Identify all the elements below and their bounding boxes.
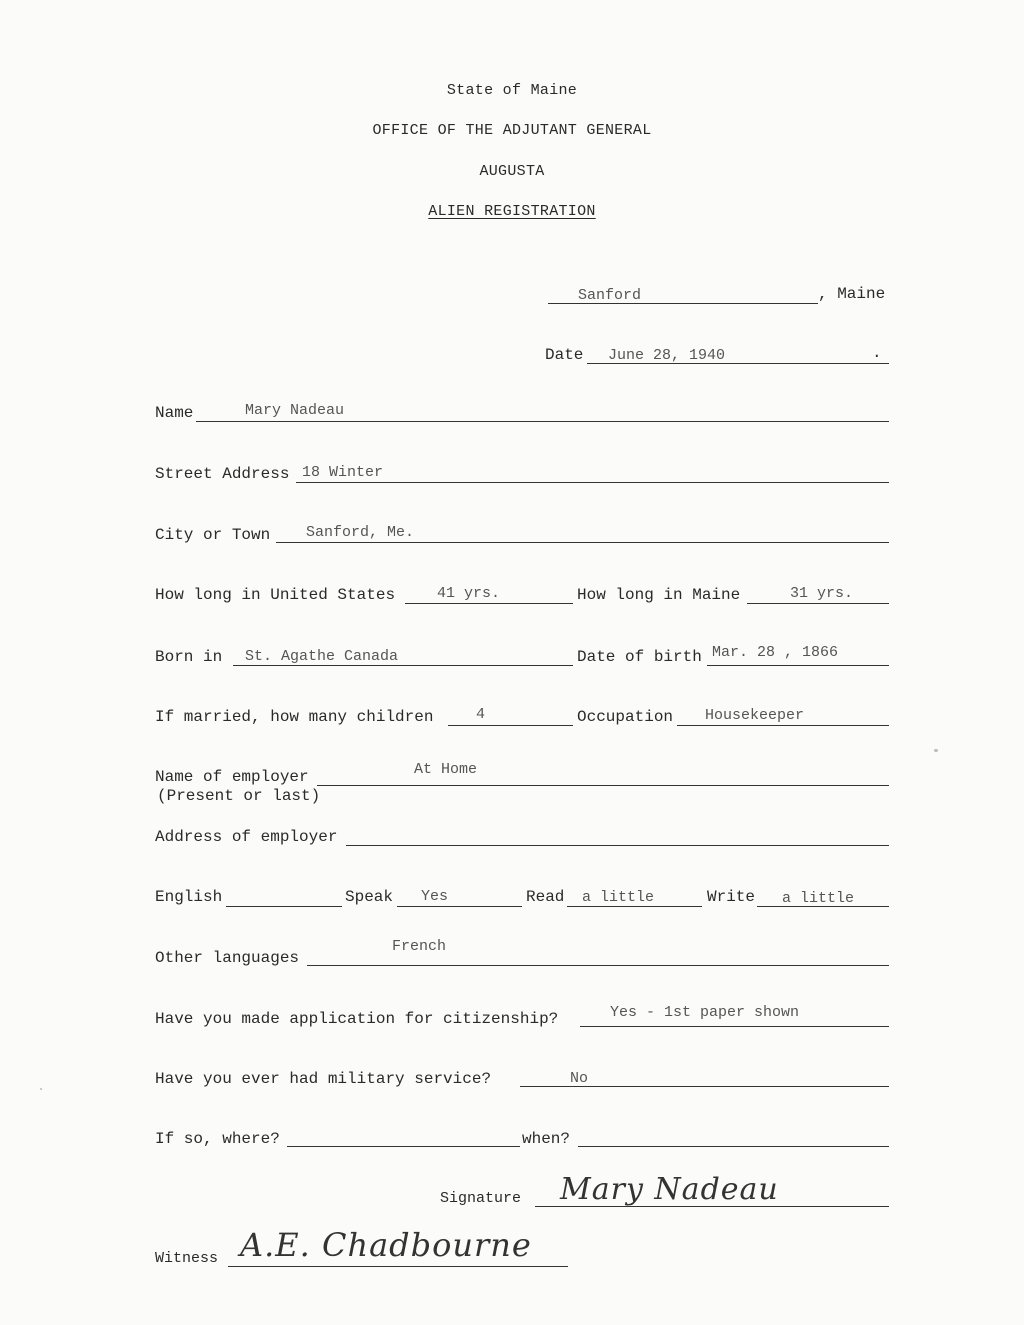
office-heading: OFFICE OF THE ADJUTANT GENERAL xyxy=(372,122,652,139)
military-when-line xyxy=(578,1146,889,1147)
military-label: Have you ever had military service? xyxy=(155,1070,492,1088)
speak-label: Speak xyxy=(345,888,394,906)
name-line xyxy=(196,421,889,422)
english-line xyxy=(226,906,342,907)
witness-signature: A.E. Chadbourne xyxy=(240,1226,532,1264)
us-residence-value: 41 yrs. xyxy=(437,585,501,602)
handwritten-signature: Mary Nadeau xyxy=(560,1172,779,1207)
employer-label: Name of employer xyxy=(155,768,309,786)
paper-speck xyxy=(934,749,938,752)
citizenship-label: Have you made application for citizenship? xyxy=(155,1010,559,1028)
paper-speck xyxy=(40,1088,42,1090)
speak-line xyxy=(397,906,522,907)
employer-address-label: Address of employer xyxy=(155,828,338,846)
other-languages-value: French xyxy=(392,938,447,955)
street-address-value: 18 Winter xyxy=(302,464,384,481)
birth-date-label: Date of birth xyxy=(577,648,702,666)
witness-label: Witness xyxy=(155,1250,219,1267)
city-town-value: Sanford, Me. xyxy=(306,524,415,541)
form-title: ALIEN REGISTRATION xyxy=(428,203,596,220)
children-value: 4 xyxy=(476,706,486,723)
date-label: Date xyxy=(545,346,584,364)
born-in-line xyxy=(233,665,573,666)
children-line xyxy=(448,725,573,726)
read-value: a little xyxy=(582,889,655,906)
us-residence-label: How long in United States xyxy=(155,586,396,604)
date-value: June 28, 1940 xyxy=(608,347,726,364)
state-heading: State of Maine xyxy=(446,82,578,99)
signature-label: Signature xyxy=(440,1190,522,1207)
citizenship-line xyxy=(580,1026,889,1027)
occupation-value: Housekeeper xyxy=(705,707,805,724)
military-value: No xyxy=(570,1070,589,1087)
birth-date-line xyxy=(707,665,889,666)
write-label: Write xyxy=(707,888,756,906)
maine-residence-line xyxy=(747,603,889,604)
write-value: a little xyxy=(782,890,855,907)
city-town-label: City or Town xyxy=(155,526,271,544)
military-where-line xyxy=(287,1146,520,1147)
children-label: If married, how many children xyxy=(155,708,434,726)
english-label: English xyxy=(155,888,223,906)
name-label: Name xyxy=(155,404,194,422)
city-heading: AUGUSTA xyxy=(479,163,545,180)
born-in-label: Born in xyxy=(155,648,223,666)
date-end-mark: . xyxy=(872,344,882,362)
other-languages-label: Other languages xyxy=(155,949,300,967)
employer-sublabel: (Present or last) xyxy=(157,787,321,805)
birth-date-value: Mar. 28 , 1866 xyxy=(712,644,839,661)
occupation-label: Occupation xyxy=(577,708,674,726)
witness-line xyxy=(228,1266,568,1267)
city-town-line xyxy=(276,542,889,543)
military-where-label: If so, where? xyxy=(155,1130,280,1148)
street-address-label: Street Address xyxy=(155,465,290,483)
occupation-line xyxy=(677,725,889,726)
street-address-line xyxy=(296,482,889,483)
military-when-label: when? xyxy=(522,1130,571,1148)
read-label: Read xyxy=(526,888,565,906)
state-label: , Maine xyxy=(818,285,886,303)
citizenship-value: Yes - 1st paper shown xyxy=(610,1004,800,1021)
employer-value: At Home xyxy=(414,761,478,778)
employer-line xyxy=(317,785,889,786)
maine-residence-value: 31 yrs. xyxy=(790,585,854,602)
us-residence-line xyxy=(405,603,573,604)
employer-address-line xyxy=(346,845,889,846)
name-value: Mary Nadeau xyxy=(245,402,345,419)
read-line xyxy=(567,906,702,907)
other-languages-line xyxy=(307,965,889,966)
maine-residence-label: How long in Maine xyxy=(577,586,741,604)
born-in-value: St. Agathe Canada xyxy=(245,648,399,665)
speak-value: Yes xyxy=(421,888,449,905)
town-value: Sanford xyxy=(578,287,642,304)
